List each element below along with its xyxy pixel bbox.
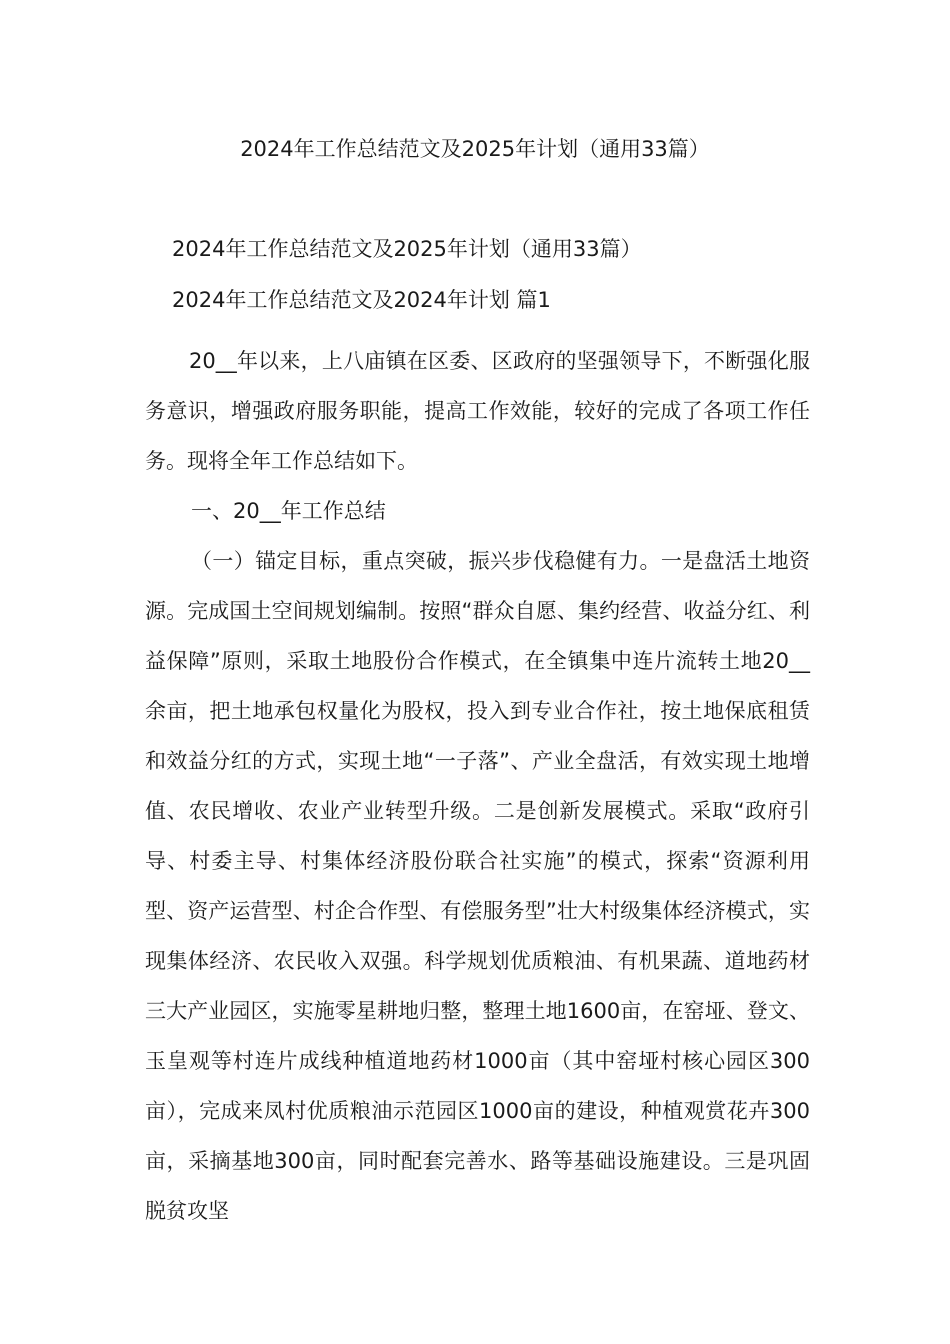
document-subtitle: 2024年工作总结范文及2025年计划（通用33篇） [172,237,642,261]
document-body [145,336,810,1236]
document-title: 2024年工作总结范文及2025年计划（通用33篇） [240,137,710,161]
chapter-heading: 2024年工作总结范文及2024年计划 篇1 [172,288,551,312]
paragraph-section-1: （一）锚定目标，重点突破，振兴步伐稳健有力。一是盘活土地资源。完成国土空间规划编制。按照“群众自愿、集约经营、收益分红、利益保障”原则，采取土地股份合作模式，在全镇集中连片流转土地20__余亩，把土地承包权量化为股权，投入到专业合作社，按土地保底租赁和效益分红的方式，实现土地“一子落”、产业全盘活，有效实现土地增值、农民增收、农业产业转型升级。二是创新发展模式。采取“政府引导、村委主导、村集体经济股份联合社实施”的模式，探索“资源利用型、资产运营型、村企合作型、有偿服务型”壮大村级集体经济模式，实现集体经济、农民收入双强。科学规划优质粮油、有机果蔬、道地药材三大产业园区，实施零星耕地归整，整理土地1600亩，在窑垭、登文、玉皇观等村连片成线种植道地药材1000亩（其中窑垭村核心园区300亩），完成来凤村优质粮油示范园区1000亩的建设，种植观赏花卉300亩，采摘基地300亩，同时配套完善水、路等基础设施建设。三是巩固脱贫攻坚 [145,549,810,1223]
paragraph-intro: 20__年以来，上八庙镇在区委、区政府的坚强领导下，不断强化服务意识，增强政府服务职能，提高工作效能，较好的完成了各项工作任务。现将全年工作总结如下。 [145,349,810,473]
section-heading: 一、20__年工作总结 [191,499,386,523]
